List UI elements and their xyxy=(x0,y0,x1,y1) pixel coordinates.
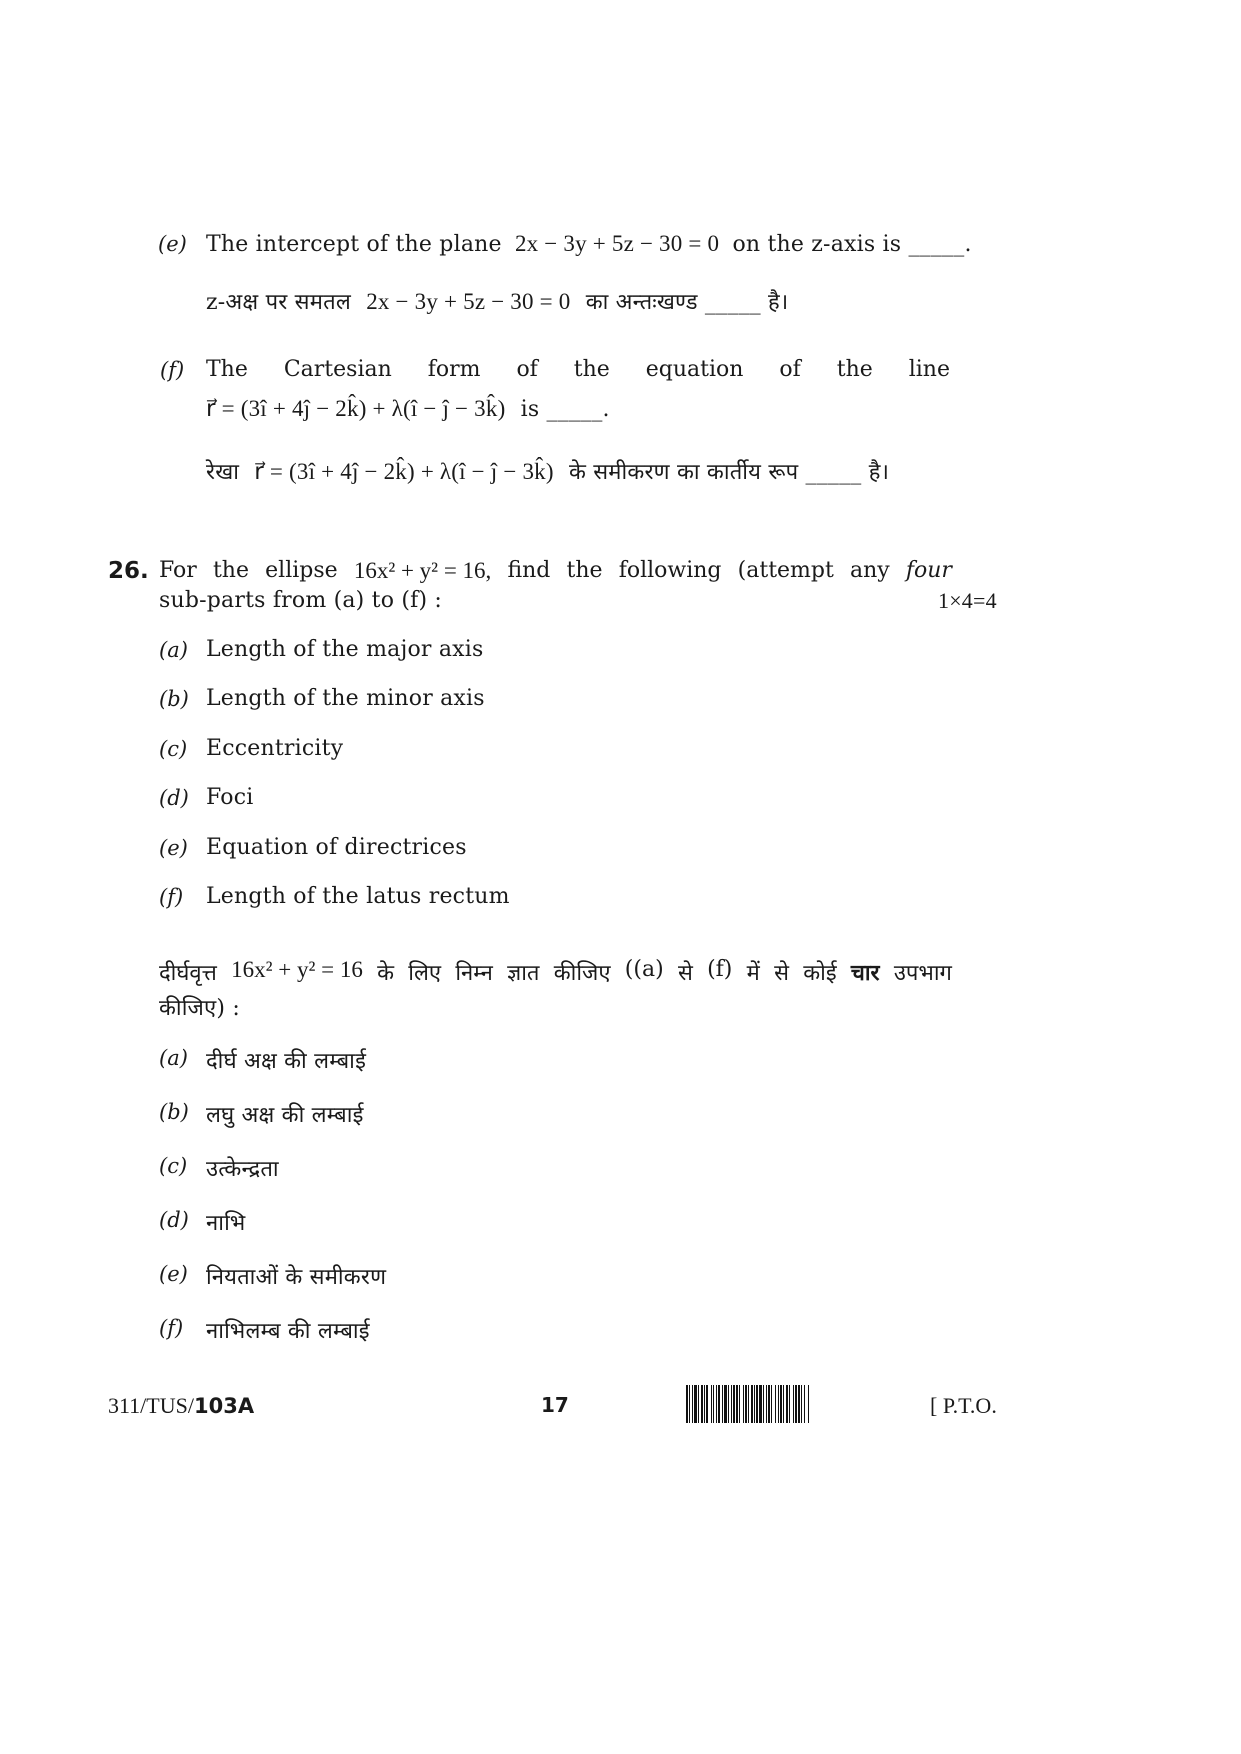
footer-code-prefix: 311/TUS/ xyxy=(108,1393,194,1418)
q26-item-text: Length of the minor axis xyxy=(206,686,485,712)
q26-item-text: Eccentricity xyxy=(206,735,344,761)
q26-item-text: Foci xyxy=(206,785,254,811)
q25f-english-line2 xyxy=(206,396,610,422)
q26-hi-line1-word: से xyxy=(677,961,693,986)
q25f-en-post: is _____. xyxy=(520,397,610,422)
q26-hi-item-label: (a) xyxy=(159,1046,188,1070)
q26-line1-word: the xyxy=(212,558,249,583)
q26-line1-word: four xyxy=(905,558,952,583)
q26-intro-line1 xyxy=(159,558,952,584)
q25f-line1-word: the xyxy=(836,357,873,382)
q25f-line1-word: Cartesian xyxy=(283,357,392,382)
q25f-line1-word: line xyxy=(908,357,950,382)
q26-hi-item-text: उत्केन्द्रता xyxy=(206,1157,279,1182)
q26-hindi-intro-line2: कीजिए) : xyxy=(159,996,240,1021)
q25e-english xyxy=(206,231,972,257)
q26-item-label: (b) xyxy=(159,687,189,712)
barcode-image xyxy=(686,1385,810,1423)
page-number: 17 xyxy=(541,1393,569,1417)
q26-item-text: Length of the major axis xyxy=(206,637,484,662)
q26-hi-item-label: (d) xyxy=(159,1208,189,1232)
q26-item-label: (f) xyxy=(159,885,184,909)
q25e-hi-pre: z-अक्ष पर समतल xyxy=(206,290,351,315)
q26-hi-item-text: लघु अक्ष की लम्बाई xyxy=(206,1103,364,1128)
q25e-hi-post: का अन्तःखण्ड _____ है। xyxy=(585,290,789,315)
q25e-hindi xyxy=(206,286,788,316)
q25f-english-line1 xyxy=(206,357,950,382)
q25f-hi-pre: रेखा xyxy=(206,460,240,485)
footer-code-bold: 103A xyxy=(193,1394,255,1418)
pto-marker: [ P.T.O. xyxy=(930,1393,997,1418)
q26-line1-word: (attempt xyxy=(737,558,834,583)
q26-hi-line1-word: कीजिए xyxy=(553,961,611,986)
q26-hi-line1-word: 16x² + y² = 16 xyxy=(231,957,363,982)
q26-line1-word: following xyxy=(618,558,722,583)
q26-number: 26. xyxy=(108,558,149,584)
q26-item-label: (a) xyxy=(159,638,188,662)
q26-hi-line1-word: (f) xyxy=(707,957,733,982)
q26-line1-word: 16x² + y² = 16, xyxy=(353,558,492,583)
q26-hi-item-text: नियताओं के समीकरण xyxy=(206,1265,387,1290)
q26-hi-item-label: (c) xyxy=(159,1154,188,1178)
q26-hi-item-text: नाभि xyxy=(206,1211,246,1236)
footer-paper-code xyxy=(108,1393,254,1419)
q25f-hi-post: के समीकरण का कार्तीय रूप _____ है। xyxy=(568,460,890,485)
q25f-vector-equation: r⃗ = (3î + 4ĵ − 2k̂) + λ(î − ĵ − 3k̂) xyxy=(206,396,506,421)
q26-hi-item-text: नाभिलम्ब की लम्बाई xyxy=(206,1319,370,1344)
q26-line1-word: any xyxy=(849,558,890,583)
q26-marks: 1×4=4 xyxy=(938,588,997,613)
q26-hi-item-label: (e) xyxy=(159,1262,188,1286)
q25f-hindi xyxy=(206,456,889,486)
q26-hi-line1-word: ज्ञात xyxy=(507,961,540,986)
q26-hi-line1-word: लिए xyxy=(408,961,442,986)
q25f-label: (f) xyxy=(160,358,185,382)
q26-item-text: Equation of directrices xyxy=(206,834,467,860)
q26-hi-line1-word: में xyxy=(746,961,760,986)
q25f-line1-word: of xyxy=(779,357,801,382)
q26-hindi-intro-line1 xyxy=(159,957,952,987)
q25f-line1-word: of xyxy=(516,357,538,382)
q25f-line1-word: form xyxy=(427,357,481,382)
q26-intro-line2: sub-parts from (a) to (f) : xyxy=(159,588,443,613)
q25e-hi-equation: 2x − 3y + 5z − 30 = 0 xyxy=(366,289,571,314)
q26-line1-word: find xyxy=(507,558,551,583)
q26-line1-word: ellipse xyxy=(265,558,338,583)
q25f-line1-word: equation xyxy=(645,357,744,382)
q26-line1-word: For xyxy=(159,558,197,583)
q26-hi-line1-word: के xyxy=(377,961,394,986)
q25e-en-post: on the z-axis is _____. xyxy=(732,232,972,257)
q25e-label: (e) xyxy=(158,232,187,256)
q26-hi-line1-word: से xyxy=(774,961,789,986)
q26-hi-item-text: दीर्घ अक्ष की लम्बाई xyxy=(206,1049,367,1074)
q26-item-label: (d) xyxy=(159,786,189,811)
q25f-line1-word: the xyxy=(573,357,610,382)
q26-item-label: (c) xyxy=(159,736,188,761)
q25f-hi-vector-equation: r⃗ = (3î + 4ĵ − 2k̂) + λ(î − ĵ − 3k̂) xyxy=(254,459,554,484)
q26-hi-line1-word: उपभाग xyxy=(893,961,952,986)
q26-hi-line1-word: निम्न xyxy=(455,961,493,986)
q26-hi-line1-word: ((a) xyxy=(624,957,664,982)
q26-line1-word: the xyxy=(566,558,603,583)
q26-item-text: Length of the latus rectum xyxy=(206,884,510,909)
q26-item-label: (e) xyxy=(159,835,188,860)
q25e-equation: 2x − 3y + 5z − 30 = 0 xyxy=(514,231,720,256)
q26-hi-line1-word: दीर्घवृत्त xyxy=(159,961,217,986)
q26-hi-item-label: (b) xyxy=(159,1100,189,1124)
q25f-line1-word: The xyxy=(206,357,248,382)
q25e-en-pre: The intercept of the plane xyxy=(206,232,502,257)
q26-hi-line1-word: कोई xyxy=(803,961,837,986)
q26-hi-line1-word: चार xyxy=(850,960,880,986)
q26-hi-item-label: (f) xyxy=(159,1316,184,1340)
